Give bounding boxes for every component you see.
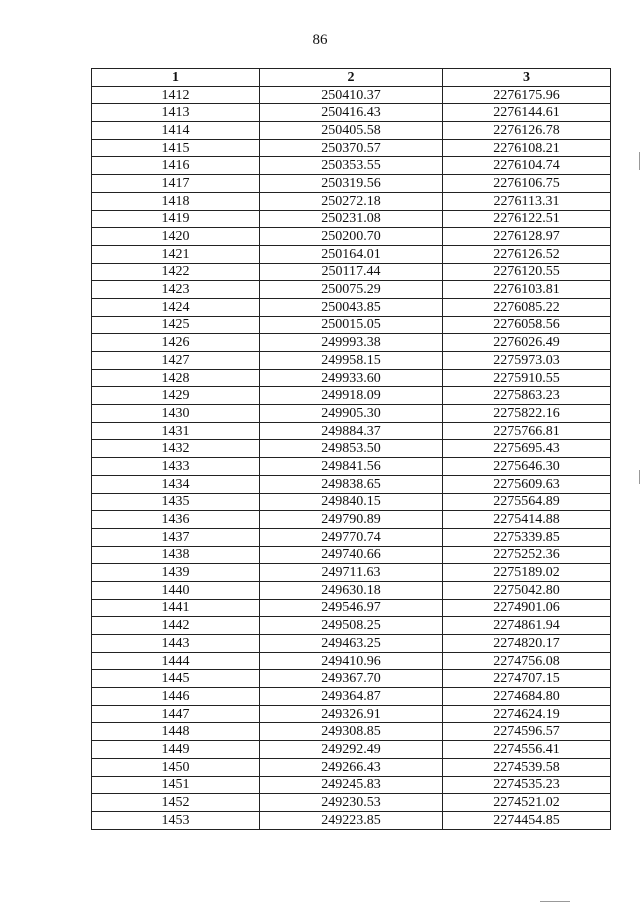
y-coordinate-cell: 2274454.85 — [443, 811, 611, 829]
point-number-cell: 1427 — [92, 352, 260, 370]
y-coordinate-cell: 2275339.85 — [443, 528, 611, 546]
x-coordinate-cell: 249410.96 — [260, 652, 443, 670]
y-coordinate-cell: 2276103.81 — [443, 281, 611, 299]
y-coordinate-cell: 2276104.74 — [443, 157, 611, 175]
x-coordinate-cell: 250231.08 — [260, 210, 443, 228]
x-coordinate-cell: 249918.09 — [260, 387, 443, 405]
table-row — [92, 688, 611, 706]
x-coordinate-cell: 249630.18 — [260, 581, 443, 599]
table-row — [92, 298, 611, 316]
table-row — [92, 493, 611, 511]
point-number-cell: 1446 — [92, 688, 260, 706]
point-number-cell: 1448 — [92, 723, 260, 741]
table-row — [92, 175, 611, 193]
y-coordinate-cell: 2274901.06 — [443, 599, 611, 617]
y-coordinate-cell: 2275695.43 — [443, 440, 611, 458]
table-row — [92, 528, 611, 546]
x-coordinate-cell: 250319.56 — [260, 175, 443, 193]
x-coordinate-cell: 249933.60 — [260, 369, 443, 387]
y-coordinate-cell: 2274624.19 — [443, 705, 611, 723]
x-coordinate-cell: 250164.01 — [260, 245, 443, 263]
x-coordinate-cell: 250117.44 — [260, 263, 443, 281]
table-row — [92, 458, 611, 476]
x-coordinate-cell: 250015.05 — [260, 316, 443, 334]
y-coordinate-cell: 2274556.41 — [443, 741, 611, 759]
point-number-cell: 1441 — [92, 599, 260, 617]
header-row — [92, 69, 611, 87]
x-coordinate-cell: 249905.30 — [260, 405, 443, 423]
point-number-cell: 1447 — [92, 705, 260, 723]
x-coordinate-cell: 249770.74 — [260, 528, 443, 546]
table-row — [92, 705, 611, 723]
x-coordinate-cell: 250410.37 — [260, 86, 443, 104]
y-coordinate-cell: 2276122.51 — [443, 210, 611, 228]
x-coordinate-cell: 249546.97 — [260, 599, 443, 617]
point-number-cell: 1439 — [92, 564, 260, 582]
table-row — [92, 192, 611, 210]
x-coordinate-cell: 249326.91 — [260, 705, 443, 723]
table-row — [92, 369, 611, 387]
x-coordinate-cell: 250043.85 — [260, 298, 443, 316]
point-number-cell: 1414 — [92, 122, 260, 140]
y-coordinate-cell: 2274820.17 — [443, 635, 611, 653]
table-row — [92, 475, 611, 493]
table-row — [92, 122, 611, 140]
point-number-cell: 1433 — [92, 458, 260, 476]
y-coordinate-cell: 2276108.21 — [443, 139, 611, 157]
table-row — [92, 405, 611, 423]
x-coordinate-cell: 249508.25 — [260, 617, 443, 635]
point-number-cell: 1412 — [92, 86, 260, 104]
y-coordinate-cell: 2274861.94 — [443, 617, 611, 635]
table-row — [92, 440, 611, 458]
y-coordinate-cell: 2274521.02 — [443, 794, 611, 812]
point-number-cell: 1452 — [92, 794, 260, 812]
y-coordinate-cell: 2276085.22 — [443, 298, 611, 316]
y-coordinate-cell: 2276175.96 — [443, 86, 611, 104]
point-number-cell: 1432 — [92, 440, 260, 458]
table-row — [92, 104, 611, 122]
table-header — [92, 69, 611, 87]
page-number: 86 — [312, 32, 328, 48]
x-coordinate-cell: 250272.18 — [260, 192, 443, 210]
y-coordinate-cell: 2275646.30 — [443, 458, 611, 476]
y-coordinate-cell: 2276106.75 — [443, 175, 611, 193]
table-row — [92, 228, 611, 246]
table-row — [92, 157, 611, 175]
y-coordinate-cell: 2276128.97 — [443, 228, 611, 246]
point-number-cell: 1415 — [92, 139, 260, 157]
table-row — [92, 352, 611, 370]
table-row — [92, 139, 611, 157]
column-header-2: 2 — [260, 69, 443, 87]
point-number-cell: 1425 — [92, 316, 260, 334]
table-body — [92, 86, 611, 829]
x-coordinate-cell: 249292.49 — [260, 741, 443, 759]
y-coordinate-cell: 2275189.02 — [443, 564, 611, 582]
table-row — [92, 741, 611, 759]
y-coordinate-cell: 2275910.55 — [443, 369, 611, 387]
table-row — [92, 546, 611, 564]
point-number-cell: 1423 — [92, 281, 260, 299]
point-number-cell: 1418 — [92, 192, 260, 210]
point-number-cell: 1434 — [92, 475, 260, 493]
y-coordinate-cell: 2276120.55 — [443, 263, 611, 281]
x-coordinate-cell: 249958.15 — [260, 352, 443, 370]
y-coordinate-cell: 2275766.81 — [443, 422, 611, 440]
point-number-cell: 1444 — [92, 652, 260, 670]
x-coordinate-cell: 249841.56 — [260, 458, 443, 476]
x-coordinate-cell: 249367.70 — [260, 670, 443, 688]
x-coordinate-cell: 250353.55 — [260, 157, 443, 175]
table-row — [92, 811, 611, 829]
table-row — [92, 670, 611, 688]
point-number-cell: 1438 — [92, 546, 260, 564]
table-row — [92, 564, 611, 582]
x-coordinate-cell: 249711.63 — [260, 564, 443, 582]
point-number-cell: 1426 — [92, 334, 260, 352]
point-number-cell: 1428 — [92, 369, 260, 387]
point-number-cell: 1440 — [92, 581, 260, 599]
coordinates-table — [91, 68, 611, 830]
x-coordinate-cell: 249463.25 — [260, 635, 443, 653]
point-number-cell: 1413 — [92, 104, 260, 122]
x-coordinate-cell: 249884.37 — [260, 422, 443, 440]
x-coordinate-cell: 250200.70 — [260, 228, 443, 246]
y-coordinate-cell: 2276058.56 — [443, 316, 611, 334]
y-coordinate-cell: 2275414.88 — [443, 511, 611, 529]
table-row — [92, 316, 611, 334]
y-coordinate-cell: 2274756.08 — [443, 652, 611, 670]
point-number-cell: 1430 — [92, 405, 260, 423]
x-coordinate-cell: 249838.65 — [260, 475, 443, 493]
point-number-cell: 1436 — [92, 511, 260, 529]
point-number-cell: 1450 — [92, 758, 260, 776]
table-row — [92, 581, 611, 599]
column-header-1: 1 — [92, 69, 260, 87]
table-row — [92, 635, 611, 653]
y-coordinate-cell: 2276126.52 — [443, 245, 611, 263]
point-number-cell: 1442 — [92, 617, 260, 635]
x-coordinate-cell: 249993.38 — [260, 334, 443, 352]
table-row — [92, 599, 611, 617]
y-coordinate-cell: 2275609.63 — [443, 475, 611, 493]
table-row — [92, 422, 611, 440]
point-number-cell: 1424 — [92, 298, 260, 316]
point-number-cell: 1431 — [92, 422, 260, 440]
point-number-cell: 1419 — [92, 210, 260, 228]
scan-edge-mark — [540, 901, 570, 902]
point-number-cell: 1421 — [92, 245, 260, 263]
point-number-cell: 1449 — [92, 741, 260, 759]
y-coordinate-cell: 2276026.49 — [443, 334, 611, 352]
x-coordinate-cell: 249364.87 — [260, 688, 443, 706]
point-number-cell: 1429 — [92, 387, 260, 405]
y-coordinate-cell: 2275252.36 — [443, 546, 611, 564]
y-coordinate-cell: 2275973.03 — [443, 352, 611, 370]
y-coordinate-cell: 2274684.80 — [443, 688, 611, 706]
point-number-cell: 1416 — [92, 157, 260, 175]
y-coordinate-cell: 2275564.89 — [443, 493, 611, 511]
table-row — [92, 758, 611, 776]
y-coordinate-cell: 2276113.31 — [443, 192, 611, 210]
y-coordinate-cell: 2275822.16 — [443, 405, 611, 423]
y-coordinate-cell: 2274539.58 — [443, 758, 611, 776]
table-row — [92, 617, 611, 635]
x-coordinate-cell: 249245.83 — [260, 776, 443, 794]
x-coordinate-cell: 249230.53 — [260, 794, 443, 812]
x-coordinate-cell: 249853.50 — [260, 440, 443, 458]
point-number-cell: 1422 — [92, 263, 260, 281]
y-coordinate-cell: 2275863.23 — [443, 387, 611, 405]
table-row — [92, 387, 611, 405]
table-row — [92, 794, 611, 812]
point-number-cell: 1420 — [92, 228, 260, 246]
x-coordinate-cell: 249308.85 — [260, 723, 443, 741]
table-row — [92, 281, 611, 299]
table-row — [92, 652, 611, 670]
y-coordinate-cell: 2274707.15 — [443, 670, 611, 688]
table-row — [92, 245, 611, 263]
table-row — [92, 210, 611, 228]
x-coordinate-cell: 250370.57 — [260, 139, 443, 157]
table-row — [92, 723, 611, 741]
x-coordinate-cell: 249790.89 — [260, 511, 443, 529]
table-row — [92, 511, 611, 529]
point-number-cell: 1451 — [92, 776, 260, 794]
y-coordinate-cell: 2274535.23 — [443, 776, 611, 794]
x-coordinate-cell: 250416.43 — [260, 104, 443, 122]
x-coordinate-cell: 249840.15 — [260, 493, 443, 511]
point-number-cell: 1435 — [92, 493, 260, 511]
point-number-cell: 1445 — [92, 670, 260, 688]
point-number-cell: 1437 — [92, 528, 260, 546]
table-row — [92, 263, 611, 281]
x-coordinate-cell: 249223.85 — [260, 811, 443, 829]
table-row — [92, 776, 611, 794]
y-coordinate-cell: 2274596.57 — [443, 723, 611, 741]
table-row — [92, 86, 611, 104]
x-coordinate-cell: 250405.58 — [260, 122, 443, 140]
y-coordinate-cell: 2276144.61 — [443, 104, 611, 122]
column-header-3: 3 — [443, 69, 611, 87]
y-coordinate-cell: 2275042.80 — [443, 581, 611, 599]
x-coordinate-cell: 250075.29 — [260, 281, 443, 299]
table-row — [92, 334, 611, 352]
x-coordinate-cell: 249266.43 — [260, 758, 443, 776]
y-coordinate-cell: 2276126.78 — [443, 122, 611, 140]
point-number-cell: 1443 — [92, 635, 260, 653]
point-number-cell: 1417 — [92, 175, 260, 193]
point-number-cell: 1453 — [92, 811, 260, 829]
x-coordinate-cell: 249740.66 — [260, 546, 443, 564]
